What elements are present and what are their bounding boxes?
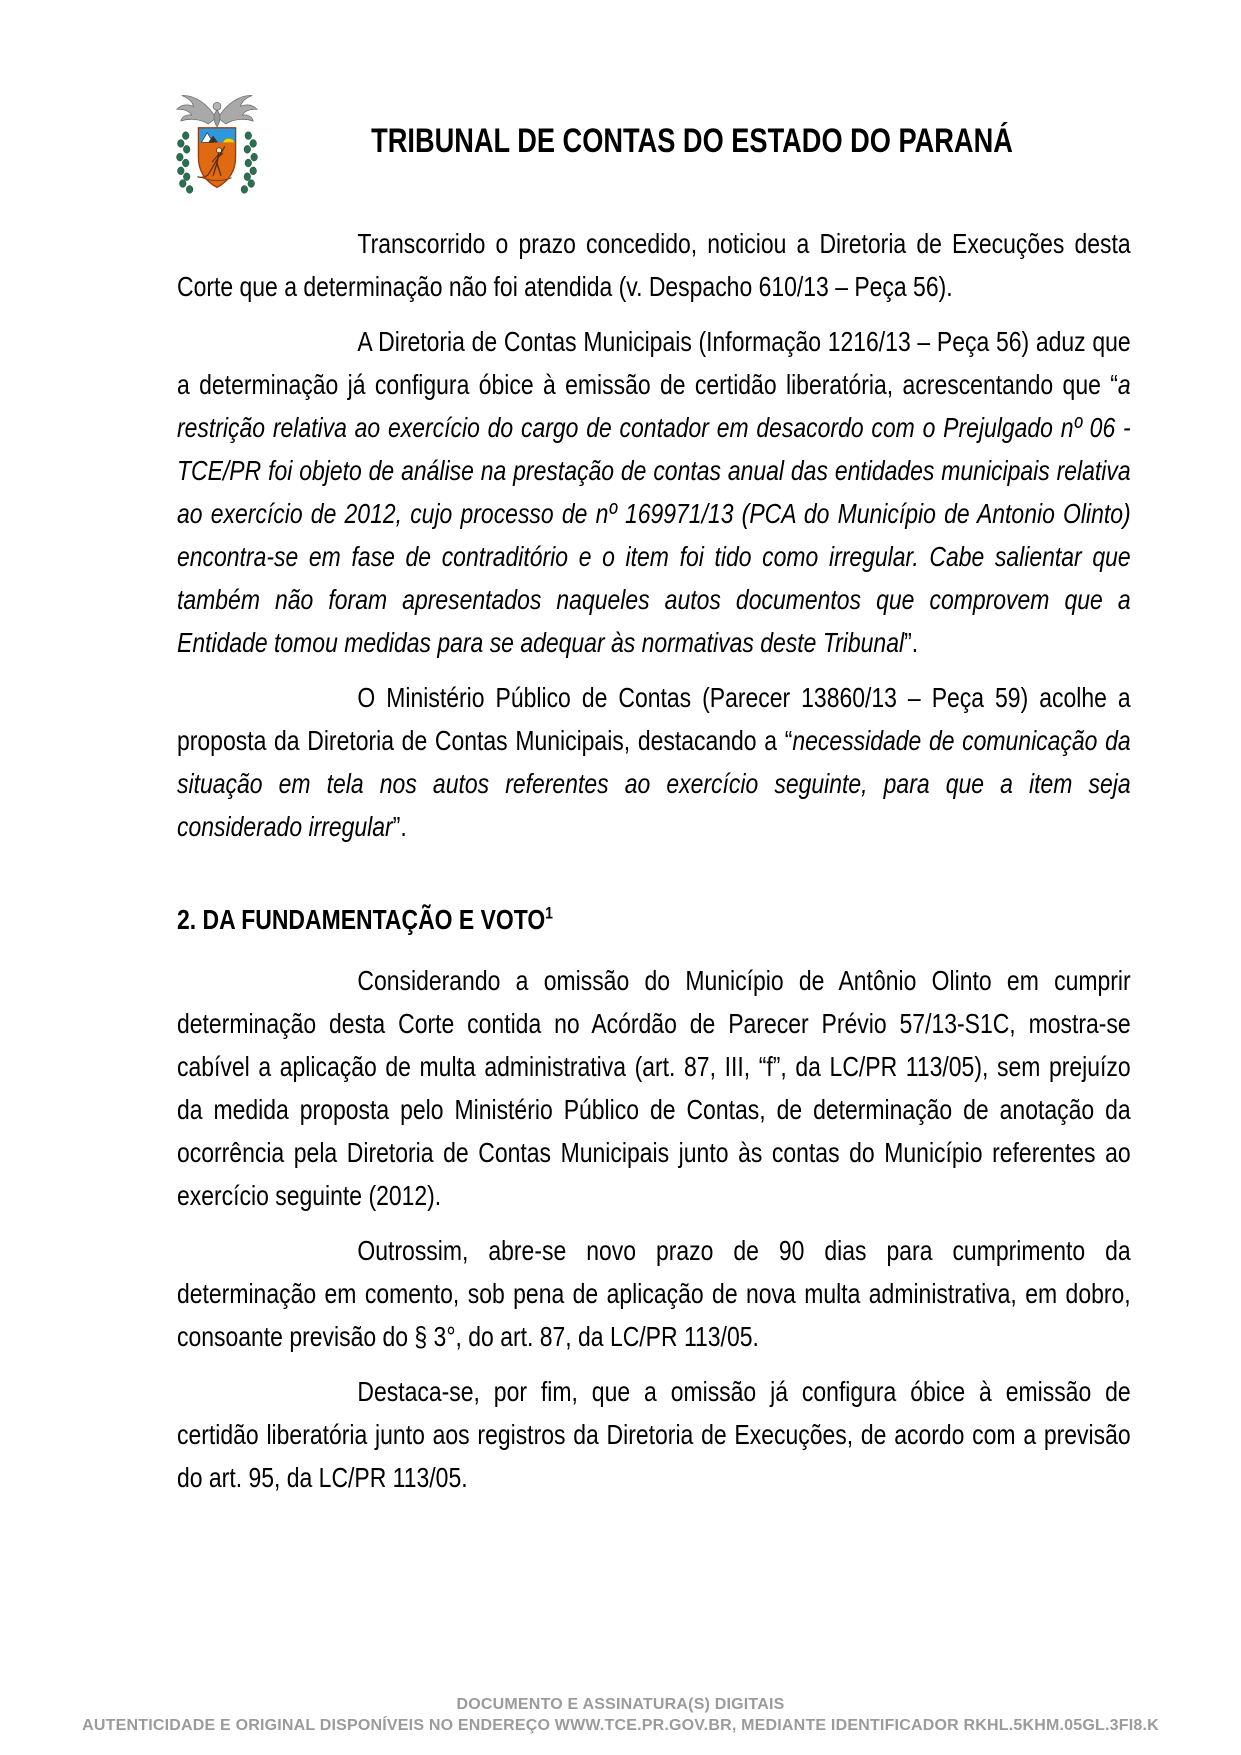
document-body (177, 222, 1131, 1511)
eagle-icon (177, 95, 257, 126)
shield-icon (197, 128, 235, 188)
parana-coat-of-arms-logo (173, 84, 261, 198)
text-run: necessidade de comunicação da situação em tela nos autos referentes ao exercício seguinte, para que a item seja considerado irregular (177, 725, 1131, 842)
footer-line-1: DOCUMENTO E ASSINATURA(S) DIGITAIS (456, 1696, 785, 1713)
footnote-ref: 1 (545, 903, 553, 923)
paragraph (177, 1229, 1131, 1358)
paragraph (177, 222, 1131, 308)
text-run: ”. (392, 811, 407, 842)
digital-signature-footer (0, 1694, 1241, 1736)
text-run: Transcorrido o prazo concedido, noticiou a Diretoria de Execuções desta Corte que a determinação não foi atendida (v. Despacho 610/13 – Peça 56). (177, 228, 1131, 302)
text-run: ”. (904, 627, 919, 658)
branch-left-icon (177, 132, 193, 194)
text-run: O Ministério Público de Contas (Parecer 13860/13 – Peça 59) acolhe a proposta da Diretoria de Contas Municipais, destacando a “ (177, 682, 1131, 756)
text-run: 2. DA FUNDAMENTAÇÃO E VOTO (177, 904, 546, 935)
paragraph (177, 320, 1131, 664)
paragraph (177, 959, 1131, 1217)
section-heading (177, 898, 1131, 941)
text-run: a restrição relativa ao exercício do cargo de contador em desacordo com o Prejulgado nº 06 - TCE/PR foi objeto de análise na prestação de contas anual das entidades municipais relativa ao exercício de 2012, cujo processo de nº 169971/13 (PCA do Município de Antonio Olinto) encontra-se em fase de contraditório e o item foi tido como irregular. Cabe salientar que também não foram apresentados naqueles autos documentos que comprovem que a Entidade tomou medidas para se adequar às normativas deste Tribunal (177, 369, 1131, 658)
text-run: Considerando a omissão do Município de Antônio Olinto em cumprir determinação desta Corte contida no Acórdão de Parecer Prévio 57/13-S1C, mostra-se cabível a aplicação de multa administrativa (art. 87, III, “f”, da LC/PR 113/05), sem prejuízo da medida proposta pelo Ministério Público de Contas, de determinação de anotação da ocorrência pela Diretoria de Contas Municipais junto às contas do Município referentes ao exercício seguinte (2012). (177, 965, 1131, 1211)
text-run: A Diretoria de Contas Municipais (Informação 1216/13 – Peça 56) aduz que a determinação já configura óbice à emissão de certidão liberatória, acrescentando que “ (177, 326, 1131, 400)
footer-line-2: AUTENTICIDADE E ORIGINAL DISPONÍVEIS NO ENDEREÇO WWW.TCE.PR.GOV.BR, MEDIANTE IDENTIFICADOR RKHL.5KHM.05GL.3FI8.K (82, 1717, 1159, 1734)
text-run: Destaca-se, por fim, que a omissão já configura óbice à emissão de certidão liberatória junto aos registros da Diretoria de Execuções, de acordo com a previsão do art. 95, da LC/PR 113/05. (177, 1376, 1131, 1493)
paragraph (177, 676, 1131, 848)
text-run: Outrossim, abre-se novo prazo de 90 dias para cumprimento da determinação em comento, sob pena de aplicação de nova multa administrativa, em dobro, consoante previsão do § 3°, do art. 87, da LC/PR 113/05. (177, 1235, 1131, 1352)
page-title: TRIBUNAL DE CONTAS DO ESTADO DO PARANÁ (371, 122, 1013, 160)
paragraph (177, 1370, 1131, 1499)
branch-right-icon (241, 132, 257, 194)
